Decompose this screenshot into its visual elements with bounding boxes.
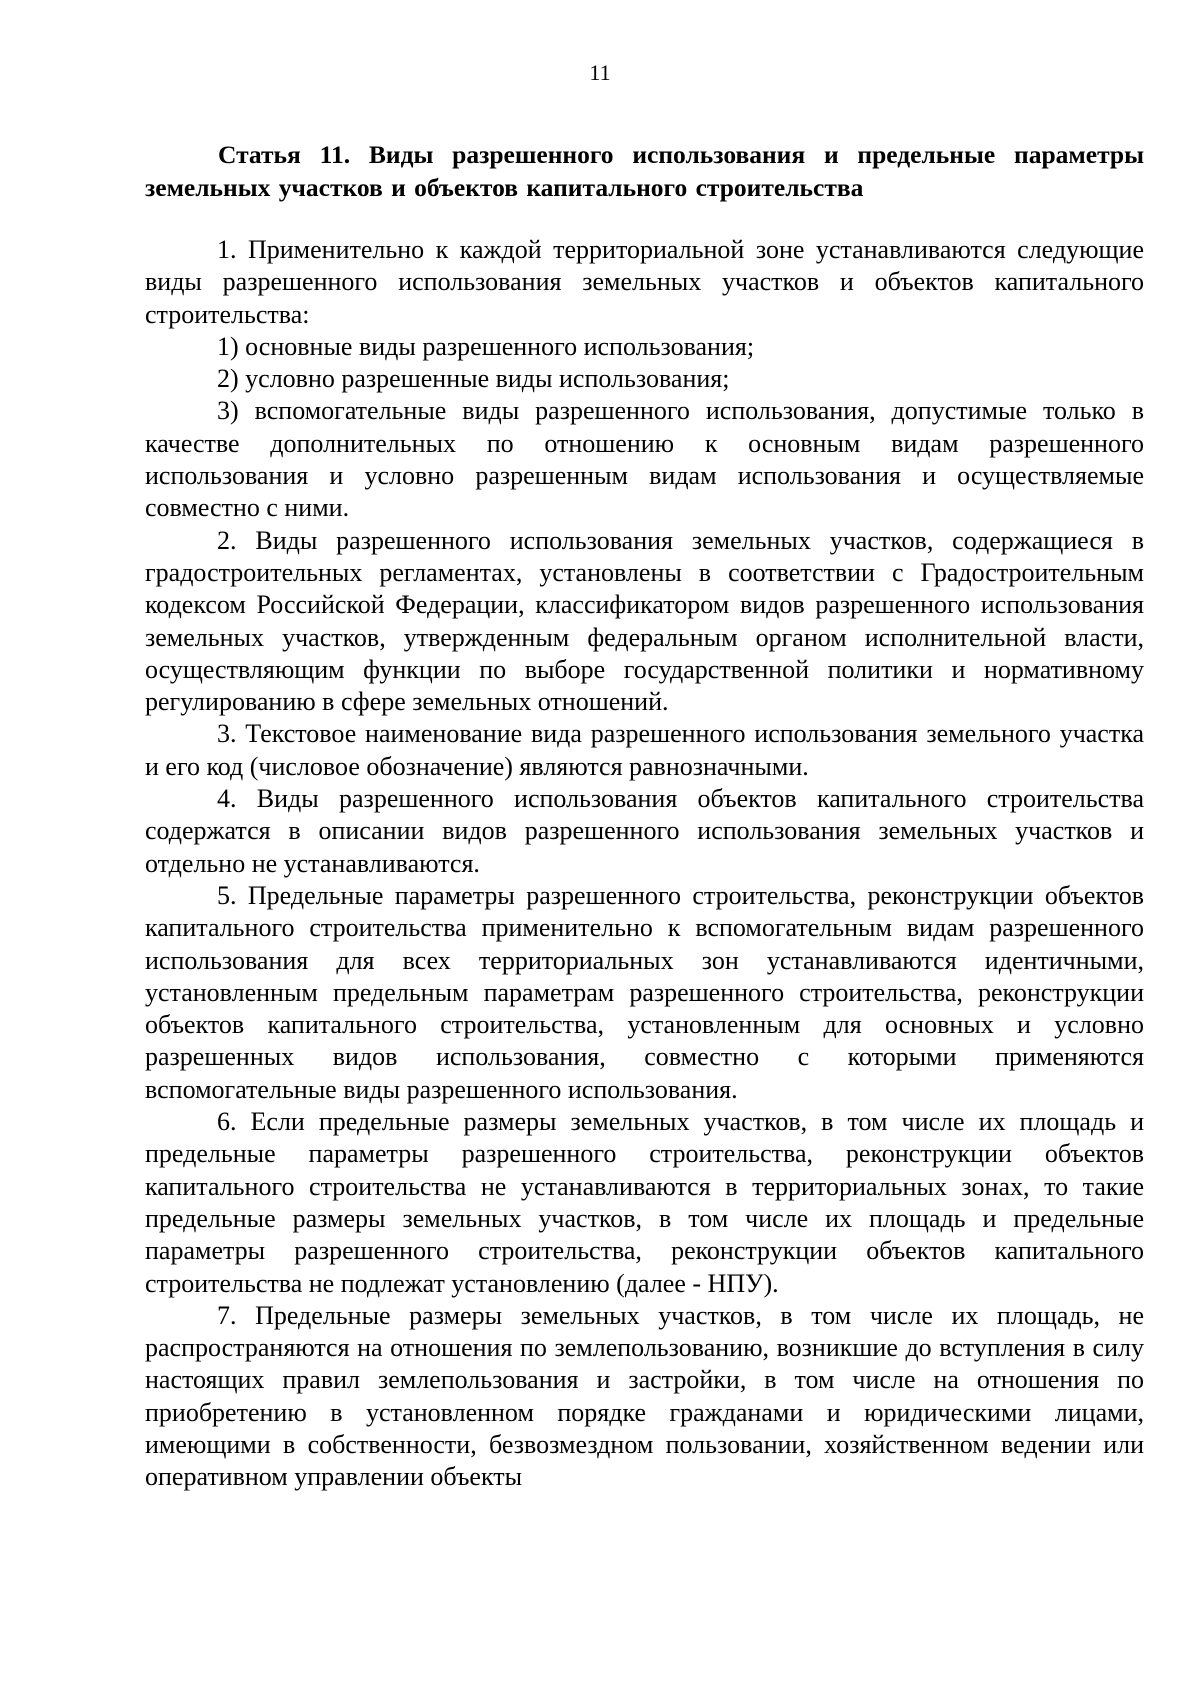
paragraph-1-item-1: 1) основные виды разрешенного использования; <box>217 331 755 361</box>
paragraph-3: 3. Текстовое наименование вида разрешенного использования земельного участка и его код (числовое обозначение) являются равнозначными. <box>145 719 1144 781</box>
paragraph-7: 7. Предельные размеры земельных участков, в том числе их площадь, не распространяются на отношения по землепользованию, возникшие до вступления в силу настоящих правил землепользования и застройки, в том числе на отношения по приобретению в установленном порядке гражданами и юридическими лицами, имеющими в собственности, безвозмездном пользовании, хозяйственном ведении или оперативном управлении объекты <box>145 1300 1144 1492</box>
paragraph-1-item-3: 3) вспомогательные виды разрешенного использования, допустимые только в качестве дополнительных по отношению к основным видам разрешенного использования и условно разрешенным видам использования и осуществляемые совместно с ними. <box>145 396 1144 523</box>
article-content <box>145 138 1144 1494</box>
paragraph-4: 4. Виды разрешенного использования объектов капитального строительства содержатся в описании видов разрешенного использования земельных участков и отдельно не устанавливаются. <box>145 784 1144 878</box>
paragraph-5: 5. Предельные параметры разрешенного строительства, реконструкции объектов капитального строительства применительно к вспомогательным видам разрешенного использования для всех территориальных зон устанавливаются идентичными, установленным предельным параметрам разрешенного строительства, реконструкции объектов капитального строительства, установленным для основных и условно разрешенных видов использования, совместно с которыми применяются вспомогательные виды разрешенного использования. <box>145 880 1144 1104</box>
paragraph-1: 1. Применительно к каждой территориальной зоне устанавливаются следующие виды разрешенного использования земельных участков и объектов капитального строительства: <box>145 235 1144 329</box>
article-body <box>145 234 1144 1494</box>
article-title: Статья 11. Виды разрешенного использования и предельные параметры земельных участков и объектов капитального строительства <box>145 140 1144 202</box>
paragraph-6: 6. Если предельные размеры земельных участков, в том числе их площадь и предельные параметры разрешенного строительства, реконструкции объектов капитального строительства не устанавливаются в территориальных зонах, то такие предельные размеры земельных участков, в том числе их площадь и предельные параметры разрешенного строительства, реконструкции объектов капитального строительства не подлежат установлению (далее - НПУ). <box>145 1107 1144 1298</box>
paragraph-1-item-2: 2) условно разрешенные виды использования; <box>217 364 730 394</box>
paragraph-2: 2. Виды разрешенного использования земельных участков, содержащиеся в градостроительных регламентах, установлены в соответствии с Градостроительным кодексом Российской Федерации, классификатором видов разрешенного использования земельных участков, утвержденным федеральным органом исполнительной власти, осуществляющим функции по выборе государственной политики и нормативному регулированию в сфере земельных отношений. <box>145 525 1144 717</box>
page-number: 11 <box>589 60 611 85</box>
